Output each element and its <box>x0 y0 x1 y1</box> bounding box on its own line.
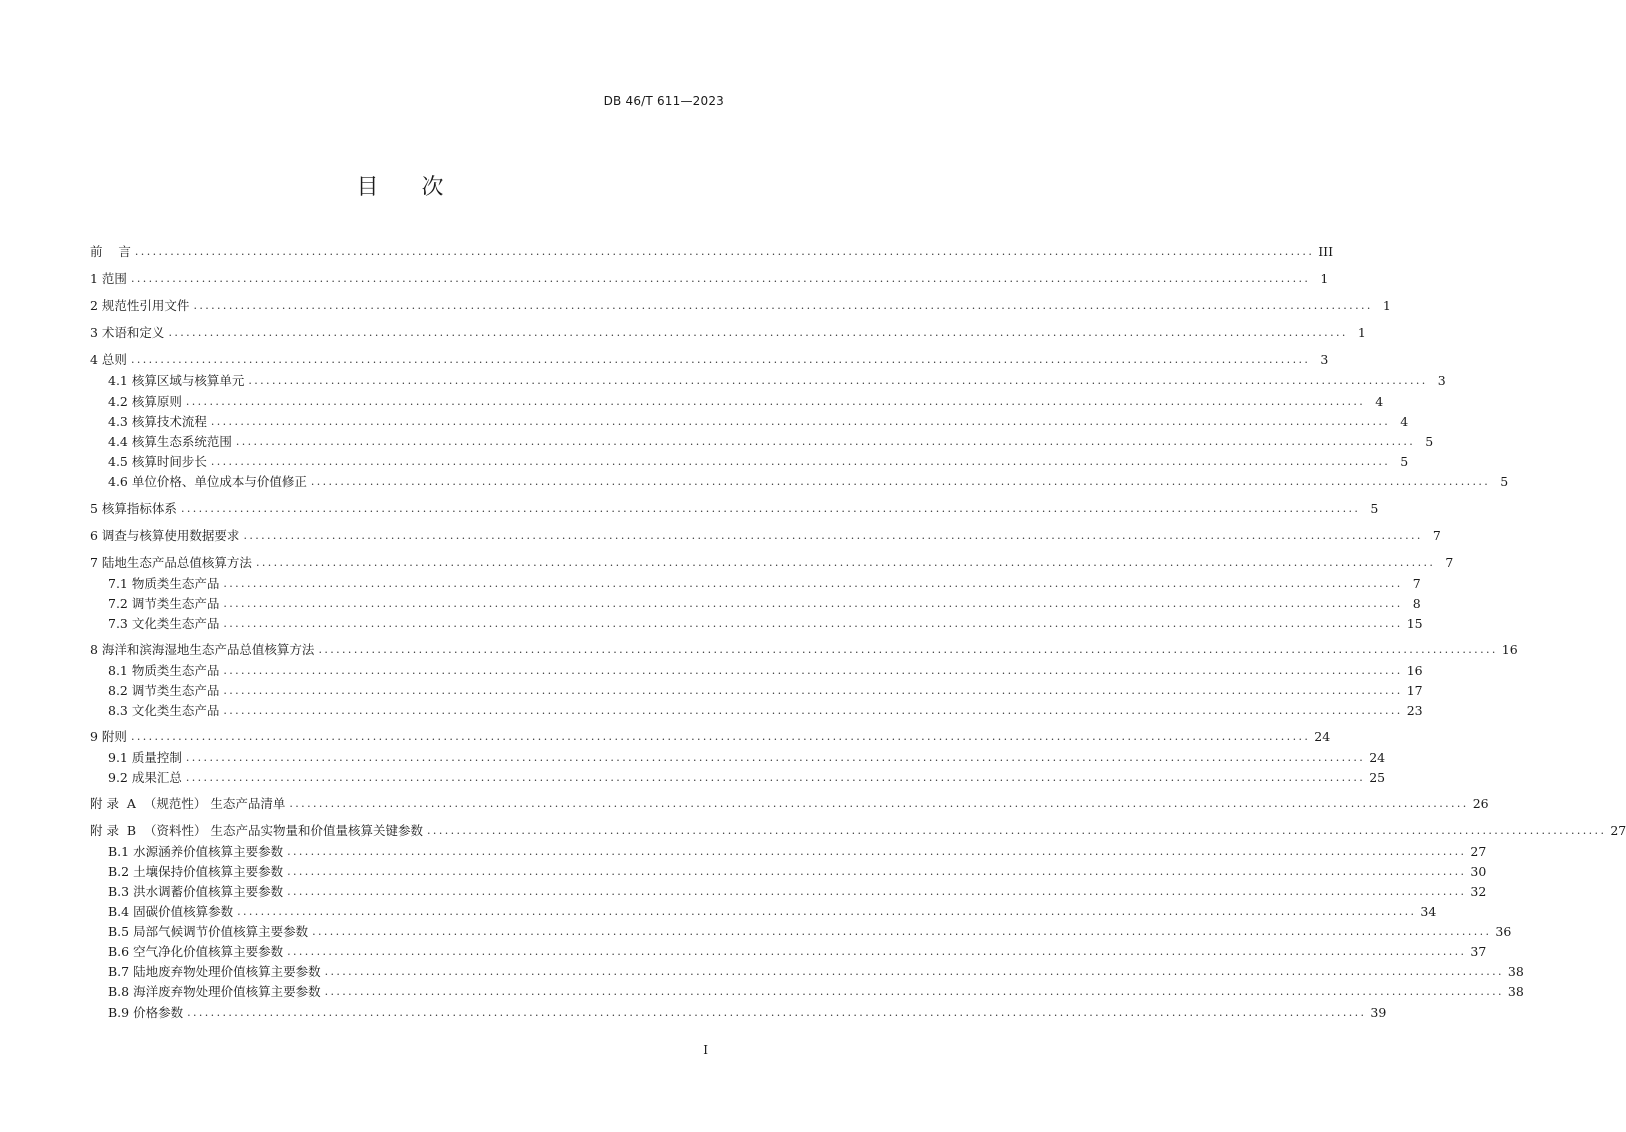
toc-entry[interactable] <box>108 372 1446 390</box>
toc-entry-label: 2 规范性引用文件 <box>90 298 190 313</box>
toc-leader-dots: ........................................................................................................................................................................................................ <box>223 684 1403 697</box>
toc-entry[interactable] <box>108 943 1487 961</box>
toc-entry[interactable] <box>90 822 1626 840</box>
toc-entry[interactable] <box>108 595 1421 613</box>
toc-entry[interactable] <box>90 243 1334 261</box>
toc-entry-label: B.4 固碳价值核算参数 <box>108 904 234 919</box>
toc-entry-label: 附 录 A （规范性） 生态产品清单 <box>90 796 286 811</box>
toc-entry-label: 7.1 物质类生态产品 <box>108 576 220 591</box>
toc-leader-dots: ........................................................................................................................................................................................................ <box>248 374 1428 387</box>
toc-leader-dots: ........................................................................................................................................................................................................ <box>193 299 1373 312</box>
toc-entry-label: B.3 洪水调蓄价值核算主要参数 <box>108 884 284 899</box>
toc-entry[interactable] <box>108 413 1409 431</box>
toc-entry-label: 4.6 单位价格、单位成本与价值修正 <box>108 474 307 489</box>
toc-leader-dots: ........................................................................................................................................................................................................ <box>223 597 1403 610</box>
document-code: DB 46/T 611—2023 <box>603 94 724 108</box>
toc-leader-dots: ........................................................................................................................................................................................................ <box>287 865 1467 878</box>
toc-entry-label: 7 陆地生态产品总值核算方法 <box>90 555 252 570</box>
toc-leader-dots: ........................................................................................................................................................................................................ <box>255 556 1436 569</box>
toc-entry-label: 6 调查与核算使用数据要求 <box>90 528 240 543</box>
toc-entry-page: 5 <box>1500 474 1509 489</box>
toc-entry-label: B.9 价格参数 <box>108 1005 184 1020</box>
toc-entry[interactable] <box>90 641 1518 659</box>
toc-entry[interactable] <box>108 903 1437 921</box>
toc-entry[interactable] <box>108 393 1384 411</box>
page-title: 目 次 <box>356 175 462 200</box>
toc-leader-dots: ........................................................................................................................................................................................................ <box>223 704 1403 717</box>
toc-leader-dots: ........................................................................................................................................................................................................ <box>210 455 1391 468</box>
toc-entry[interactable] <box>108 473 1509 491</box>
page-number: I <box>703 1043 708 1057</box>
toc-leader-dots: ........................................................................................................................................................................................................ <box>185 751 1366 764</box>
toc-entry-page: 26 <box>1472 796 1489 811</box>
toc-entry-label: 8.3 文化类生态产品 <box>108 703 220 718</box>
toc-leader-dots: ........................................................................................................................................................................................................ <box>324 965 1504 978</box>
toc-entry-page: 27 <box>1610 823 1626 838</box>
toc-leader-dots: ........................................................................................................................................................................................................ <box>312 925 1492 938</box>
toc-entry-label: 7.3 文化类生态产品 <box>108 616 220 631</box>
toc-entry-page: 7 <box>1445 555 1454 570</box>
toc-leader-dots: ........................................................................................................................................................................................................ <box>223 577 1403 590</box>
toc-entry-page: 5 <box>1425 434 1434 449</box>
toc-entry-label: 前 言 <box>90 244 131 259</box>
toc-entry-page: 38 <box>1507 964 1524 979</box>
toc-entry-page: 38 <box>1507 984 1524 999</box>
toc-entry[interactable] <box>90 795 1489 813</box>
toc-entry-page: 16 <box>1501 642 1518 657</box>
toc-entry[interactable] <box>90 500 1379 518</box>
toc-entry[interactable] <box>108 769 1386 787</box>
toc-leader-dots: ........................................................................................................................................................................................................ <box>130 272 1311 285</box>
toc-entry-label: 4.5 核算时间步长 <box>108 454 207 469</box>
toc-entry-label: 8.1 物质类生态产品 <box>108 663 220 678</box>
toc-entry-label: 1 范围 <box>90 271 127 286</box>
toc-leader-dots: ........................................................................................................................................................................................................ <box>318 643 1498 656</box>
toc-entry[interactable] <box>90 297 1391 315</box>
toc-entry[interactable] <box>108 863 1487 881</box>
toc-entry[interactable] <box>108 843 1487 861</box>
toc-entry-page: 30 <box>1470 864 1487 879</box>
toc-entry-label: B.5 局部气候调节价值核算主要参数 <box>108 924 309 939</box>
toc-entry-page: 3 <box>1437 373 1446 388</box>
toc-leader-dots: ........................................................................................................................................................................................................ <box>243 529 1423 542</box>
toc-entry-page: 7 <box>1432 528 1441 543</box>
toc-entry[interactable] <box>108 433 1434 451</box>
toc-leader-dots: ........................................................................................................................................................................................................ <box>289 797 1469 810</box>
toc-entry-page: 34 <box>1420 904 1437 919</box>
toc-leader-dots: ........................................................................................................................................................................................................ <box>287 885 1467 898</box>
toc-leader-dots: ........................................................................................................................................................................................................ <box>223 617 1403 630</box>
toc-entry[interactable] <box>108 575 1421 593</box>
toc-leader-dots: ........................................................................................................................................................................................................ <box>427 824 1607 837</box>
toc-leader-dots: ........................................................................................................................................................................................................ <box>134 245 1315 258</box>
toc-entry-label: B.2 土壤保持价值核算主要参数 <box>108 864 284 879</box>
toc-entry[interactable] <box>108 1004 1387 1022</box>
toc-entry-page: III <box>1318 244 1334 259</box>
toc-leader-dots: ........................................................................................................................................................................................................ <box>185 771 1366 784</box>
toc-entry-label: 9.1 质量控制 <box>108 750 182 765</box>
toc-entry-page: 32 <box>1470 884 1487 899</box>
toc-entry-label: 3 术语和定义 <box>90 325 165 340</box>
toc-leader-dots: ........................................................................................................................................................................................................ <box>223 664 1403 677</box>
toc-leader-dots: ........................................................................................................................................................................................................ <box>237 905 1417 918</box>
toc-entry-label: 4.1 核算区域与核算单元 <box>108 373 245 388</box>
toc-entry-page: 27 <box>1470 844 1487 859</box>
toc-entry[interactable] <box>90 728 1331 746</box>
toc-entry[interactable] <box>108 453 1409 471</box>
toc-leader-dots: ........................................................................................................................................................................................................ <box>287 845 1467 858</box>
toc-leader-dots: ........................................................................................................................................................................................................ <box>235 435 1416 448</box>
toc-entry-label: B.1 水源涵养价值核算主要参数 <box>108 844 284 859</box>
toc-leader-dots: ........................................................................................................................................................................................................ <box>187 1006 1367 1019</box>
toc-entry[interactable] <box>90 324 1366 342</box>
toc-entry-page: 24 <box>1314 729 1331 744</box>
toc-entry-label: 7.2 调节类生态产品 <box>108 596 220 611</box>
toc-entry-page: 4 <box>1375 394 1384 409</box>
toc-entry[interactable] <box>108 923 1512 941</box>
toc-entry[interactable] <box>108 682 1423 700</box>
toc-entry[interactable] <box>90 351 1329 369</box>
toc-entry-label: B.6 空气净化价值核算主要参数 <box>108 944 284 959</box>
toc-entry-page: 8 <box>1412 596 1421 611</box>
toc-entry-label: 附 录 B （资料性） 生态产品实物量和价值量核算关键参数 <box>90 823 424 838</box>
toc-entry-label: 8 海洋和滨海湿地生态产品总值核算方法 <box>90 642 315 657</box>
toc-entry[interactable] <box>108 702 1423 720</box>
toc-entry[interactable] <box>108 749 1386 767</box>
toc-entry-page: 17 <box>1406 683 1423 698</box>
toc-entry-label: 8.2 调节类生态产品 <box>108 683 220 698</box>
toc-leader-dots: ........................................................................................................................................................................................................ <box>130 353 1311 366</box>
toc-leader-dots: ........................................................................................................................................................................................................ <box>168 326 1348 339</box>
toc-entry-page: 37 <box>1470 944 1487 959</box>
toc-entry-page: 7 <box>1412 576 1421 591</box>
toc-entry-page: 3 <box>1320 352 1329 367</box>
toc-entry-page: 5 <box>1400 454 1409 469</box>
toc-entry-page: 15 <box>1406 616 1423 631</box>
toc-entry[interactable] <box>90 527 1441 545</box>
toc-entry[interactable] <box>108 615 1423 633</box>
toc-entry[interactable] <box>90 554 1454 572</box>
toc-entry-label: 9.2 成果汇总 <box>108 770 182 785</box>
toc-entry-page: 1 <box>1382 298 1391 313</box>
toc-entry-page: 5 <box>1370 501 1379 516</box>
toc-entry-page: 4 <box>1400 414 1409 429</box>
toc-entry[interactable] <box>108 662 1423 680</box>
toc-leader-dots: ........................................................................................................................................................................................................ <box>185 395 1366 408</box>
toc-entry-label: 9 附则 <box>90 729 127 744</box>
toc-leader-dots: ........................................................................................................................................................................................................ <box>130 730 1311 743</box>
toc-entry[interactable] <box>108 883 1487 901</box>
toc-entry-label: B.8 海洋废弃物处理价值核算主要参数 <box>108 984 321 999</box>
toc-entry-label: 4.3 核算技术流程 <box>108 414 207 429</box>
toc-entry-page: 36 <box>1495 924 1512 939</box>
toc-entry[interactable] <box>90 270 1329 288</box>
toc-entry-label: 4.2 核算原则 <box>108 394 182 409</box>
toc-entry-page: 16 <box>1406 663 1423 678</box>
toc-entry-page: 1 <box>1320 271 1329 286</box>
toc-entry[interactable] <box>108 983 1524 1001</box>
toc-entry-label: 4.4 核算生态系统范围 <box>108 434 232 449</box>
toc-leader-dots: ........................................................................................................................................................................................................ <box>287 945 1467 958</box>
toc-entry-page: 24 <box>1369 750 1386 765</box>
toc-leader-dots: ........................................................................................................................................................................................................ <box>210 415 1391 428</box>
toc-leader-dots: ........................................................................................................................................................................................................ <box>310 475 1491 488</box>
toc-leader-dots: ........................................................................................................................................................................................................ <box>180 502 1361 515</box>
toc-entry-page: 39 <box>1370 1005 1387 1020</box>
toc-entry-label: 5 核算指标体系 <box>90 501 177 516</box>
toc-entry-page: 1 <box>1357 325 1366 340</box>
toc-entry-page: 25 <box>1369 770 1386 785</box>
toc-leader-dots: ........................................................................................................................................................................................................ <box>324 985 1504 998</box>
toc-entry-label: B.7 陆地废弃物处理价值核算主要参数 <box>108 964 321 979</box>
toc-entry-page: 23 <box>1406 703 1423 718</box>
toc-entry[interactable] <box>108 963 1524 981</box>
toc-entry-label: 4 总则 <box>90 352 127 367</box>
